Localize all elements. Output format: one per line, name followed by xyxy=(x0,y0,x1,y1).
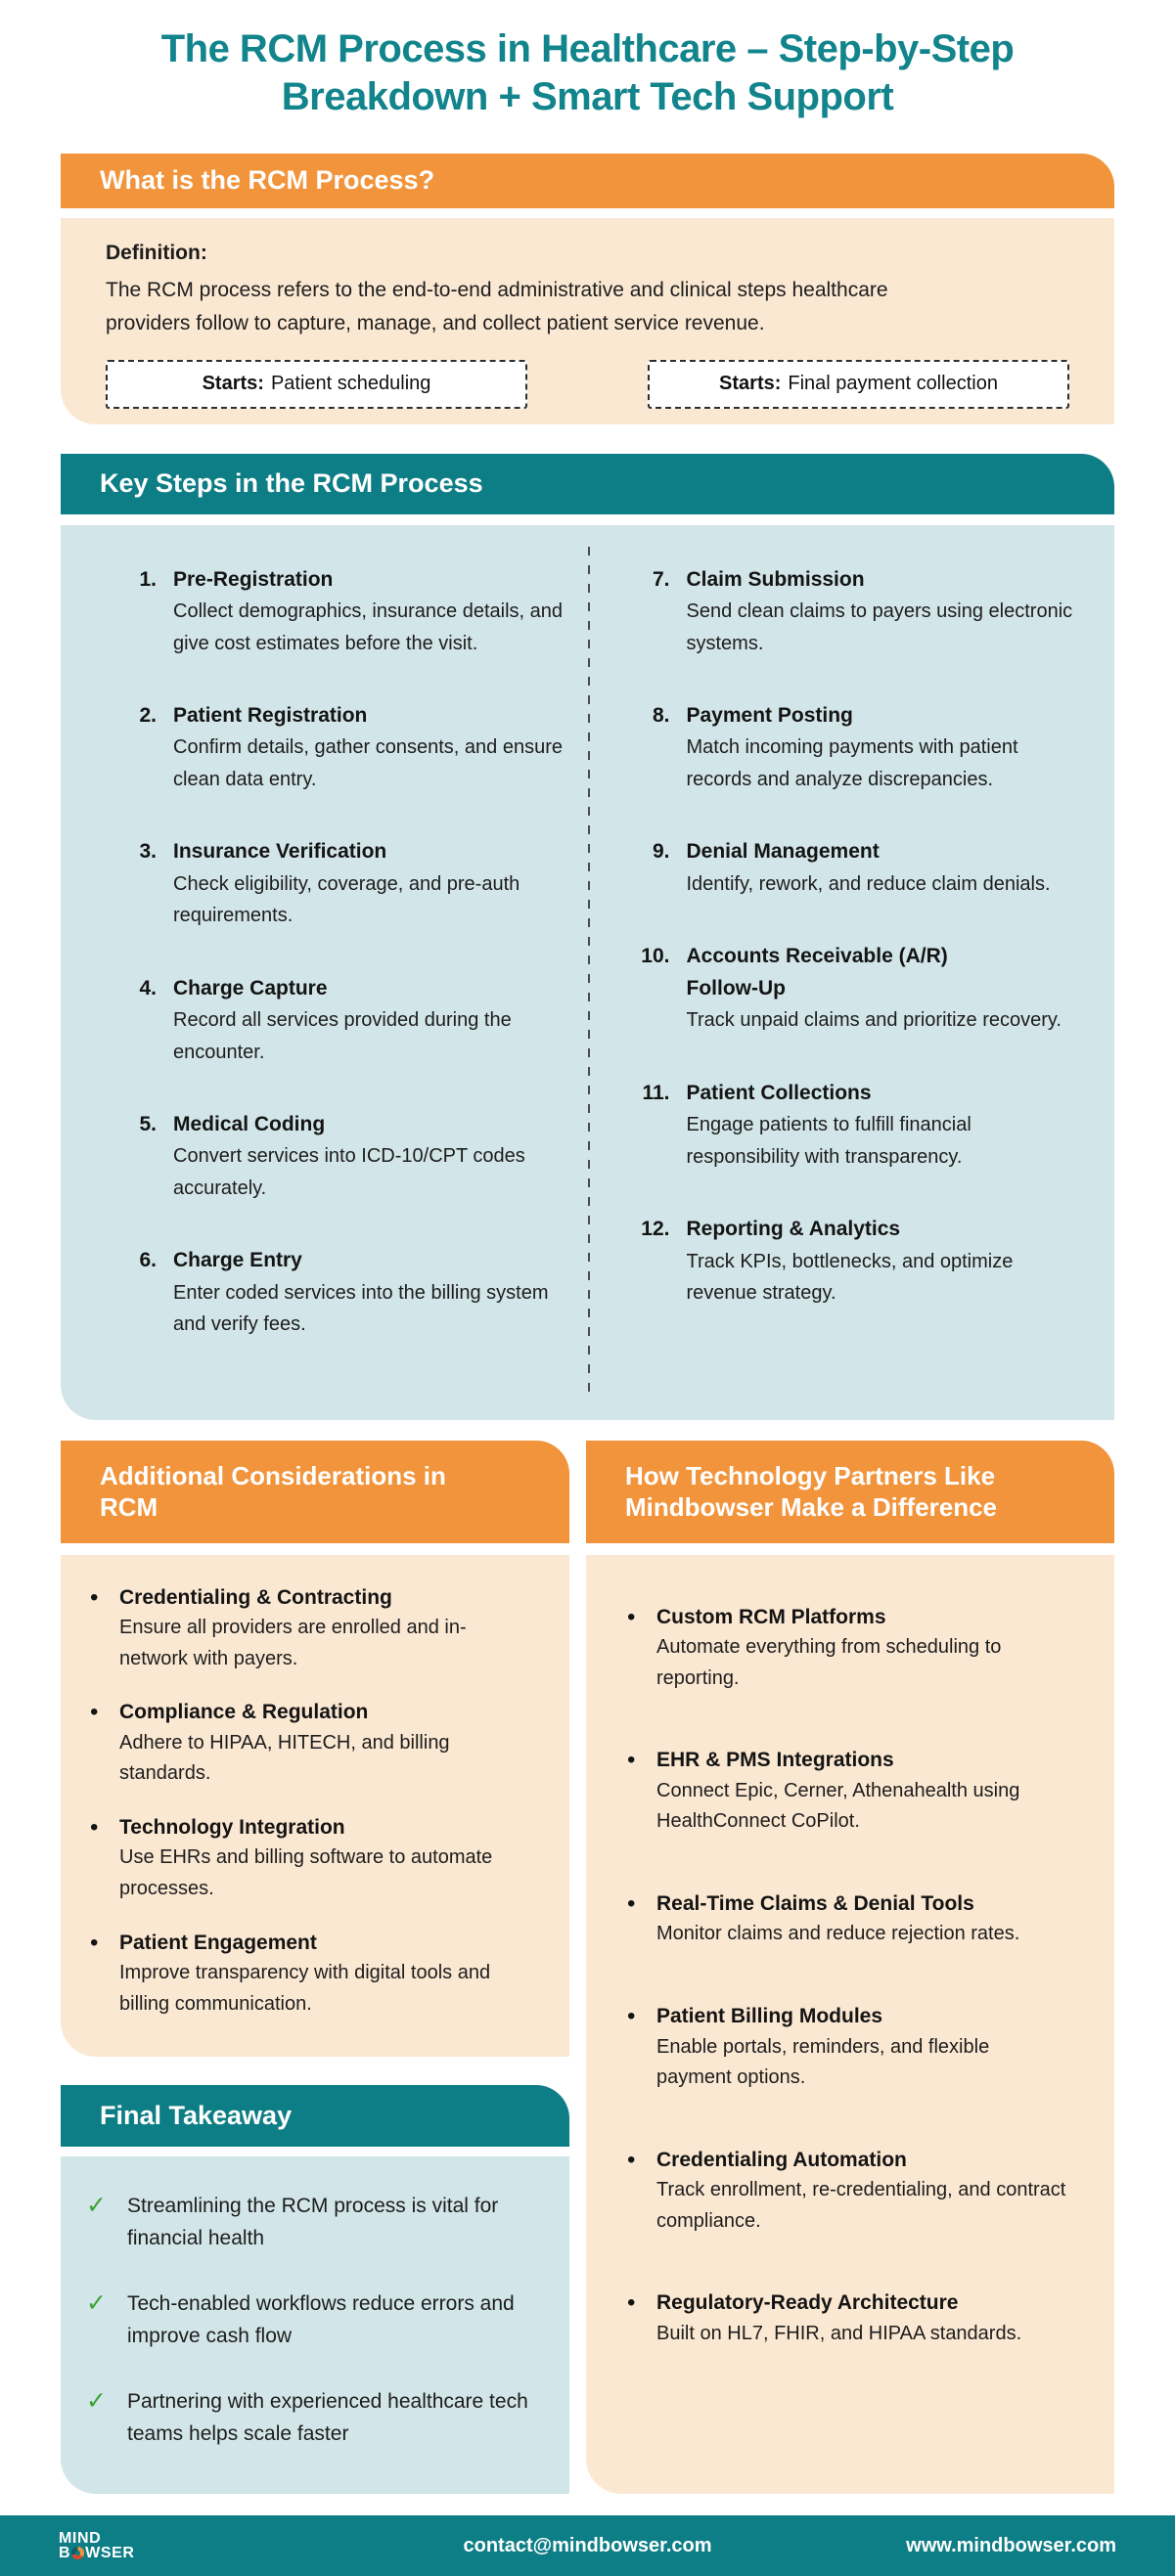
step-item-4 xyxy=(113,973,565,1068)
consideration-title: Credentialing & Contracting xyxy=(119,1585,392,1609)
bullet-icon xyxy=(627,2001,656,2094)
starts-box-final-payment xyxy=(648,360,1069,409)
step-number: 5. xyxy=(139,1112,157,1135)
step-number: 11. xyxy=(642,1081,670,1104)
step-description: Convert services into ICD-10/CPT codes accurately. xyxy=(173,1145,525,1199)
logo-line-2-suffix: WSER xyxy=(85,2545,135,2561)
section-header-key-steps-label: Key Steps in the RCM Process xyxy=(100,468,483,499)
step-number: 4. xyxy=(139,976,157,999)
step-title: Patient Collections xyxy=(686,1081,872,1104)
step-item-11 xyxy=(627,1078,1096,1173)
consideration-title: Technology Integration xyxy=(119,1815,345,1839)
bottom-right-column xyxy=(586,1441,1114,2494)
step-title: Denial Management xyxy=(686,840,880,864)
consideration-item-1 xyxy=(90,1582,544,1675)
tech-item-description: Built on HL7, FHIR, and HIPAA standards. xyxy=(656,2322,1022,2344)
bottom-left-column xyxy=(61,1441,569,2494)
footer-website[interactable]: www.mindbowser.com xyxy=(906,2534,1116,2556)
bottom-two-column-area xyxy=(61,1441,1114,2494)
starts-box-patient-scheduling xyxy=(106,360,527,409)
section-panel-final-takeaway xyxy=(61,2156,569,2494)
takeaway-item-2 xyxy=(86,2287,548,2352)
consideration-title: Patient Engagement xyxy=(119,1931,317,1954)
step-item-8 xyxy=(627,700,1096,795)
bullet-icon xyxy=(90,1928,119,2021)
tech-item-2 xyxy=(627,1745,1091,1838)
step-title: Pre-Registration xyxy=(173,567,334,591)
step-item-6 xyxy=(113,1245,565,1340)
section-header-additional-label: Additional Considerations in RCM xyxy=(100,1460,446,1523)
section-panel-technology-partners xyxy=(586,1555,1114,2494)
step-item-9 xyxy=(627,836,1096,900)
logo-line-2-prefix: B xyxy=(59,2545,71,2561)
step-description: Confirm details, gather consents, and ensure clean data entry. xyxy=(173,736,563,790)
step-number: 6. xyxy=(139,1249,157,1272)
section-header-technology-partners xyxy=(586,1441,1114,1543)
consideration-item-3 xyxy=(90,1812,544,1905)
bullet-icon xyxy=(627,1888,656,1950)
step-description: Enter coded services into the billing system and verify fees. xyxy=(173,1281,549,1336)
step-description: Engage patients to fulfill financial responsibility with transparency. xyxy=(686,1114,972,1168)
step-item-1 xyxy=(113,564,565,659)
step-description: Send clean claims to payers using electronic systems. xyxy=(686,600,1073,654)
step-title: Charge Capture xyxy=(173,976,328,999)
step-item-7 xyxy=(627,564,1096,659)
step-item-2 xyxy=(113,700,565,795)
tech-item-3 xyxy=(627,1888,1091,1950)
definition-text: The RCM process refers to the end-to-end administrative and clinical steps healthcare providers follow to capture, manage, and collect patient service revenue. xyxy=(106,278,888,334)
footer-email[interactable]: contact@mindbowser.com xyxy=(463,2534,712,2556)
logo-line-1: MIND xyxy=(59,2529,102,2547)
section-header-final-takeaway-label: Final Takeaway xyxy=(100,2100,293,2130)
section-panel-definition xyxy=(61,218,1114,424)
bullet-icon xyxy=(627,1745,656,1838)
check-icon xyxy=(86,2385,127,2450)
step-item-12 xyxy=(627,1214,1096,1309)
step-description: Collect demographics, insurance details, and give cost estimates before the visit. xyxy=(173,600,563,654)
step-description: Record all services provided during the encounter. xyxy=(173,1009,512,1063)
tech-item-4 xyxy=(627,2001,1091,2094)
section-header-additional-considerations xyxy=(61,1441,569,1543)
section-header-technology-label: How Technology Partners Like Mindbowser Make a Difference xyxy=(625,1460,997,1523)
starts-box-2-value: Final payment collection xyxy=(788,373,998,395)
steps-column-right xyxy=(588,525,1115,1420)
section-header-final-takeaway xyxy=(61,2085,569,2147)
step-title: Payment Posting xyxy=(686,703,853,727)
starts-box-1-label: Starts: xyxy=(202,373,264,395)
consideration-description: Use EHRs and billing software to automate processes. xyxy=(119,1846,493,1900)
tech-item-title: Custom RCM Platforms xyxy=(656,1605,886,1628)
section-panel-additional-considerations xyxy=(61,1555,569,2057)
bullet-icon xyxy=(90,1812,119,1905)
consideration-description: Ensure all providers are enrolled and in-network with payers. xyxy=(119,1617,467,1669)
logo-o-icon xyxy=(71,2547,84,2559)
takeaway-item-1 xyxy=(86,2190,548,2254)
title-line-2: Breakdown + Smart Tech Support xyxy=(281,74,894,118)
logo-line-2 xyxy=(59,2546,135,2560)
tech-item-title: EHR & PMS Integrations xyxy=(656,1749,894,1772)
step-number: 3. xyxy=(139,840,157,864)
title-line-1: The RCM Process in Healthcare – Step-by-Step xyxy=(160,27,1015,70)
step-title: Patient Registration xyxy=(173,703,368,727)
bullet-icon xyxy=(90,1582,119,1675)
bullet-icon xyxy=(627,1602,656,1695)
tech-item-5 xyxy=(627,2145,1091,2238)
starts-box-2-label: Starts: xyxy=(719,373,782,395)
step-item-5 xyxy=(113,1109,565,1204)
takeaway-text: Partnering with experienced healthcare tech teams helps scale faster xyxy=(127,2390,528,2446)
step-number: 8. xyxy=(652,703,670,727)
step-number: 12. xyxy=(641,1218,670,1240)
step-description: Track KPIs, bottlenecks, and optimize revenue strategy. xyxy=(686,1250,1014,1304)
tech-item-title: Credentialing Automation xyxy=(656,2148,907,2171)
tech-item-description: Connect Epic, Cerner, Athenahealth using HealthConnect CoPilot. xyxy=(656,1779,1020,1833)
tech-item-title: Patient Billing Modules xyxy=(656,2005,883,2028)
step-number: 1. xyxy=(139,567,157,591)
check-icon xyxy=(86,2287,127,2352)
step-number: 2. xyxy=(139,703,157,727)
step-title: Accounts Receivable (A/R) Follow-Up xyxy=(686,945,948,999)
page-title xyxy=(61,0,1114,121)
section-header-what-is-rcm xyxy=(61,154,1114,208)
starts-boxes-row xyxy=(106,360,1069,409)
consideration-item-2 xyxy=(90,1697,544,1790)
step-title: Medical Coding xyxy=(173,1112,326,1135)
tech-item-title: Real-Time Claims & Denial Tools xyxy=(656,1891,974,1915)
tech-item-6 xyxy=(627,2287,1091,2349)
definition-label: Definition: xyxy=(106,241,207,264)
step-title: Reporting & Analytics xyxy=(686,1218,901,1240)
step-item-10 xyxy=(627,941,1096,1036)
steps-column-left xyxy=(61,525,588,1420)
tech-item-description: Monitor claims and reduce rejection rates. xyxy=(656,1923,1020,1945)
tech-item-description: Automate everything from scheduling to reporting. xyxy=(656,1636,1002,1689)
step-description: Identify, rework, and reduce claim denials. xyxy=(686,872,1051,895)
step-description: Track unpaid claims and prioritize recovery. xyxy=(686,1009,1062,1032)
step-title: Charge Entry xyxy=(173,1249,302,1272)
consideration-item-4 xyxy=(90,1928,544,2021)
bullet-icon xyxy=(90,1697,119,1790)
tech-item-description: Enable portals, reminders, and flexible payment options. xyxy=(656,2035,990,2089)
step-title: Claim Submission xyxy=(686,567,865,591)
consideration-description: Improve transparency with digital tools and billing communication. xyxy=(119,1962,491,2015)
section-panel-key-steps xyxy=(61,525,1114,1420)
step-description: Match incoming payments with patient records and analyze discrepancies. xyxy=(686,736,1018,790)
column-divider-dashed xyxy=(588,547,590,1399)
step-number: 10. xyxy=(641,945,670,968)
tech-item-1 xyxy=(627,1602,1091,1695)
mindbowser-logo xyxy=(59,2531,135,2560)
check-icon xyxy=(86,2190,127,2254)
section-header-key-steps xyxy=(61,454,1114,514)
tech-item-title: Regulatory-Ready Architecture xyxy=(656,2291,959,2315)
step-title: Insurance Verification xyxy=(173,840,387,864)
takeaway-text: Streamlining the RCM process is vital for financial health xyxy=(127,2194,499,2249)
takeaway-item-3 xyxy=(86,2385,548,2450)
step-number: 9. xyxy=(652,840,670,864)
tech-item-description: Track enrollment, re-credentialing, and contract compliance. xyxy=(656,2179,1066,2232)
footer-bar xyxy=(0,2515,1175,2576)
consideration-description: Adhere to HIPAA, HITECH, and billing standards. xyxy=(119,1731,450,1785)
starts-box-1-value: Patient scheduling xyxy=(270,373,431,395)
step-description: Check eligibility, coverage, and pre-auth requirements. xyxy=(173,872,520,927)
consideration-title: Compliance & Regulation xyxy=(119,1701,369,1724)
bullet-icon xyxy=(627,2145,656,2238)
bullet-icon xyxy=(627,2287,656,2349)
step-item-3 xyxy=(113,836,565,931)
section-header-what-is-rcm-label: What is the RCM Process? xyxy=(100,165,435,196)
step-number: 7. xyxy=(652,567,670,591)
takeaway-text: Tech-enabled workflows reduce errors and improve cash flow xyxy=(127,2291,515,2348)
